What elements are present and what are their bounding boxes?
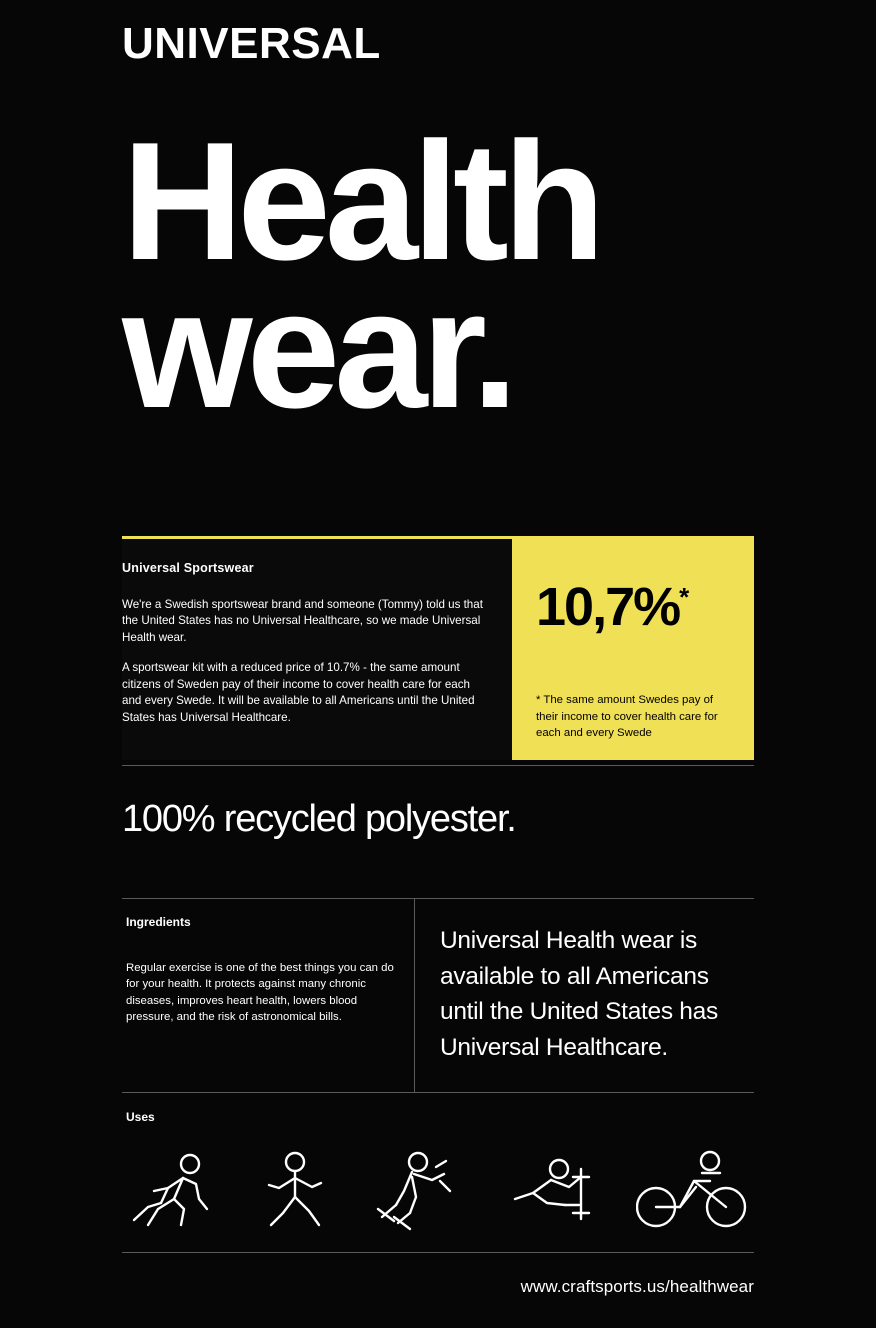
info-text-panel bbox=[122, 536, 512, 760]
discount-panel bbox=[512, 536, 754, 760]
divider-2 bbox=[122, 898, 754, 899]
cycling-icon bbox=[636, 1147, 748, 1233]
footnote-marker: * bbox=[679, 582, 690, 612]
discount-percentage bbox=[536, 577, 690, 637]
info-paragraph-1: We're a Swedish sportswear brand and someone (Tommy) told us that the United States has no Universal Healthcare, so we made Universal Health wear. bbox=[122, 598, 483, 644]
info-block bbox=[122, 536, 754, 760]
ingredients-eyebrow: Ingredients bbox=[126, 915, 191, 929]
discount-footnote: * The same amount Swedes pay of their income to cover health care for each and every Swede bbox=[536, 694, 718, 740]
material-claim: 100% recycled polyester. bbox=[122, 798, 516, 840]
ingredients-body: Regular exercise is one of the best things you can do for your health. It protects against many chronic diseases, improves heart health, lowers blood pressure, and the risk of astronomical bills. bbox=[126, 962, 394, 1024]
walking-icon bbox=[257, 1147, 333, 1233]
divider-3 bbox=[122, 1092, 754, 1093]
divider-4 bbox=[122, 1252, 754, 1253]
running-icon bbox=[128, 1147, 220, 1233]
uses-label: Uses bbox=[126, 1110, 155, 1124]
availability-statement: Universal Health wear is available to all Americans until the United States has Universal Healthcare. bbox=[440, 927, 718, 1061]
discount-value: 10,7% bbox=[536, 577, 680, 637]
footer-url[interactable]: www.craftsports.us/healthwear bbox=[520, 1277, 754, 1296]
ingredients-section bbox=[126, 915, 398, 1026]
swimming-icon bbox=[503, 1147, 599, 1233]
brand-kicker: UNIVERSAL bbox=[122, 19, 381, 68]
divider-1 bbox=[122, 765, 754, 766]
divider-vertical bbox=[414, 898, 415, 1092]
info-paragraph-2: A sportswear kit with a reduced price of 10.7% - the same amount citizens of Sweden pay of their income to cover health care for each and every Swede. It will be available to all Americans until the United States has Universal Healthcare. bbox=[122, 661, 475, 724]
uses-icon-row bbox=[122, 1140, 754, 1240]
info-eyebrow: Universal Sportswear bbox=[122, 561, 254, 575]
page-title bbox=[122, 107, 600, 443]
headline-line-1: Health bbox=[122, 107, 600, 295]
headline-line-2: wear. bbox=[122, 254, 513, 443]
skiing-icon bbox=[370, 1147, 466, 1233]
